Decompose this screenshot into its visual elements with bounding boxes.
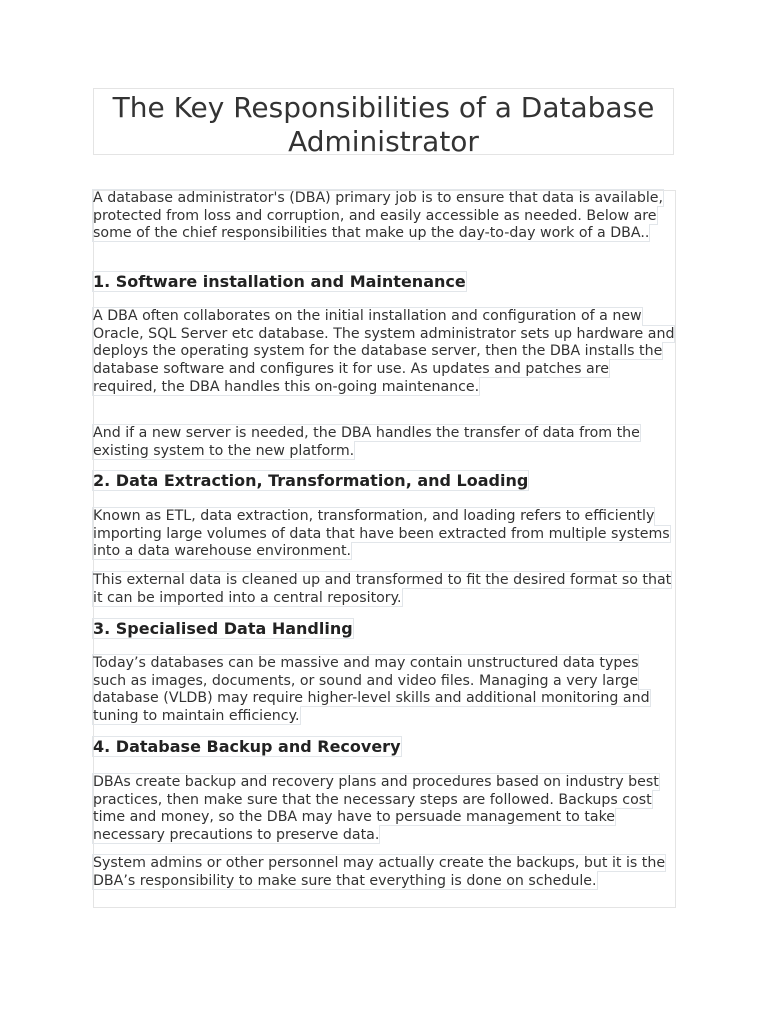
section-4-paragraph-1 bbox=[93, 774, 676, 845]
section-2-paragraph-2 bbox=[93, 572, 676, 607]
section-4-paragraph-2 bbox=[93, 855, 676, 890]
section-1-paragraph-2 bbox=[93, 425, 676, 460]
section-4-paragraph-1-text: DBAs create backup and recovery plans and procedures based on industry best practices, then make sure that the necessary steps are followed. Backups cost time and money, so the DBA may have to persuade management to take necessary precautions to preserve data. bbox=[93, 774, 659, 844]
section-2-paragraph-2-text: This external data is cleaned up and transformed to fit the desired format so that it can be imported into a central repository. bbox=[93, 572, 672, 606]
section-3-paragraph-1 bbox=[93, 655, 676, 726]
section-heading-3 bbox=[93, 619, 676, 639]
intro-text: A database administrator's (DBA) primary job is to ensure that data is available, protected from loss and corruption, and easily accessible as needed. Below are some of the chief responsibilities that make up the day-to-day work of a DBA.. bbox=[93, 190, 664, 242]
section-heading-2-text: 2. Data Extraction, Transformation, and Loading bbox=[93, 471, 529, 490]
section-heading-2 bbox=[93, 471, 676, 491]
page-title: The Key Responsibilities of a Database Administrator bbox=[112, 91, 655, 158]
section-4-paragraph-2-text: System admins or other personnel may actually create the backups, but it is the DBA’s responsibility to make sure that everything is done on schedule. bbox=[93, 855, 666, 889]
section-1-paragraph-1-text: A DBA often collaborates on the initial installation and configuration of a new Oracle, SQL Server etc database. The system administrator sets up hardware and deploys the operating system for the database server, then the DBA installs the database software and configures it for use. As updates and patches are required, the DBA handles this on-going maintenance. bbox=[93, 308, 675, 395]
section-2-paragraph-1-text: Known as ETL, data extraction, transformation, and loading refers to efficiently importing large volumes of data that have been extracted from multiple systems into a data warehouse environment. bbox=[93, 508, 670, 560]
section-heading-3-text: 3. Specialised Data Handling bbox=[93, 619, 353, 638]
intro-paragraph bbox=[93, 190, 676, 243]
title-box bbox=[93, 88, 674, 158]
section-heading-4-text: 4. Database Backup and Recovery bbox=[93, 737, 401, 756]
section-3-paragraph-1-text: Today’s databases can be massive and may contain unstructured data types such as images, documents, or sound and video files. Managing a very large database (VLDB) may require higher-level skills and additional monitoring and tuning to maintain efficiency. bbox=[93, 655, 650, 725]
section-heading-1-text: 1. Software installation and Maintenance bbox=[93, 272, 466, 291]
section-heading-1 bbox=[93, 272, 676, 292]
section-1-paragraph-2-text: And if a new server is needed, the DBA handles the transfer of data from the existing system to the new platform. bbox=[93, 425, 640, 459]
section-heading-4 bbox=[93, 737, 676, 757]
section-2-paragraph-1 bbox=[93, 508, 676, 561]
section-1-paragraph-1 bbox=[93, 308, 676, 397]
